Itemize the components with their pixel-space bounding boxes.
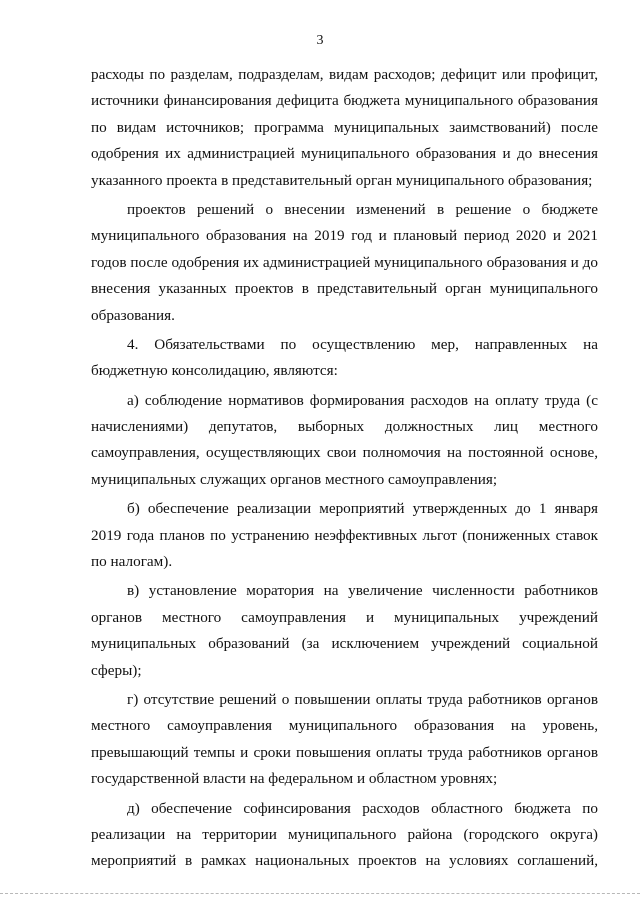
text-line: начислениями) депутатов, выборных должностных лиц местного [91,418,598,436]
paragraph-subitem-v [91,578,598,684]
text-line: муниципального образования на 2019 год и плановый период 2020 и 2021 [91,227,598,245]
text-line: 2019 года планов по устранению неэффективных льгот (пониженных ставок [91,526,598,544]
text-line: г) отсутствие решений о повышении оплаты труда работников органов [127,690,598,708]
text-line: а) соблюдение нормативов формирования расходов на оплату труда (с [127,391,598,409]
paragraph-budget-sources [91,62,598,194]
text-line: государственной власти на федеральном и областном уровнях; [91,770,498,788]
text-line: одобрения их администрацией муниципального образования и до внесения [91,145,598,163]
paragraph-item-4 [91,332,598,385]
text-line: в) установление моратория на увеличение численности работников [127,582,598,600]
page-number: 3 [316,33,324,48]
paragraph-subitem-d [91,796,598,875]
paragraph-draft-decisions [91,197,598,329]
text-line: местного самоуправления муниципального образования на уровень, [91,717,598,735]
text-line: мероприятий в рамках национальных проектов на условиях соглашений, [91,852,598,870]
text-line: муниципальных служащих органов местного самоуправления; [91,470,498,488]
text-line: б) обеспечение реализации мероприятий утвержденных до 1 января [127,500,598,518]
text-line: расходы по разделам, подразделам, видам расходов; дефицит или профицит, [91,66,598,83]
text-line: внесения указанных проектов в представительный орган муниципального [91,280,598,298]
text-line: превышающий темпы и сроки повышения оплаты труда работников органов [91,743,598,761]
text-line: д) обеспечение софинсирования расходов областного бюджета по [127,799,598,817]
text-line: образования. [91,306,175,324]
text-line: органов местного самоуправления и муниципальных учреждений [91,608,598,626]
text-line: 4. Обязательствами по осуществлению мер, направленных на [127,335,598,353]
paragraph-subitem-g [91,687,598,793]
text-line: бюджетную консолидацию, являются: [91,362,338,380]
page-bottom-edge [0,893,640,894]
text-line: проектов решений о внесении изменений в решение о бюджете [127,200,598,218]
text-line: реализации на территории муниципального района (городского округа) [91,825,598,843]
text-line: годов после одобрения их администрацией муниципального образования и до [91,253,598,271]
text-line: источники финансирования дефицита бюджета муниципального образования [91,92,598,110]
text-line: указанного проекта в представительный орган муниципального образования; [91,171,593,189]
text-line: муниципальных образований (за исключением учреждений социальной [91,635,598,653]
paragraph-subitem-a [91,388,598,494]
text-line: по налогам). [91,553,173,571]
text-line: по видам источников; программа муниципальных заимствований) после [91,118,598,136]
text-line: сферы); [91,661,142,679]
paragraph-subitem-b [91,496,598,575]
text-line: самоуправления, осуществляющих свои полномочия на постоянной основе, [91,444,598,462]
document-body [91,62,598,878]
